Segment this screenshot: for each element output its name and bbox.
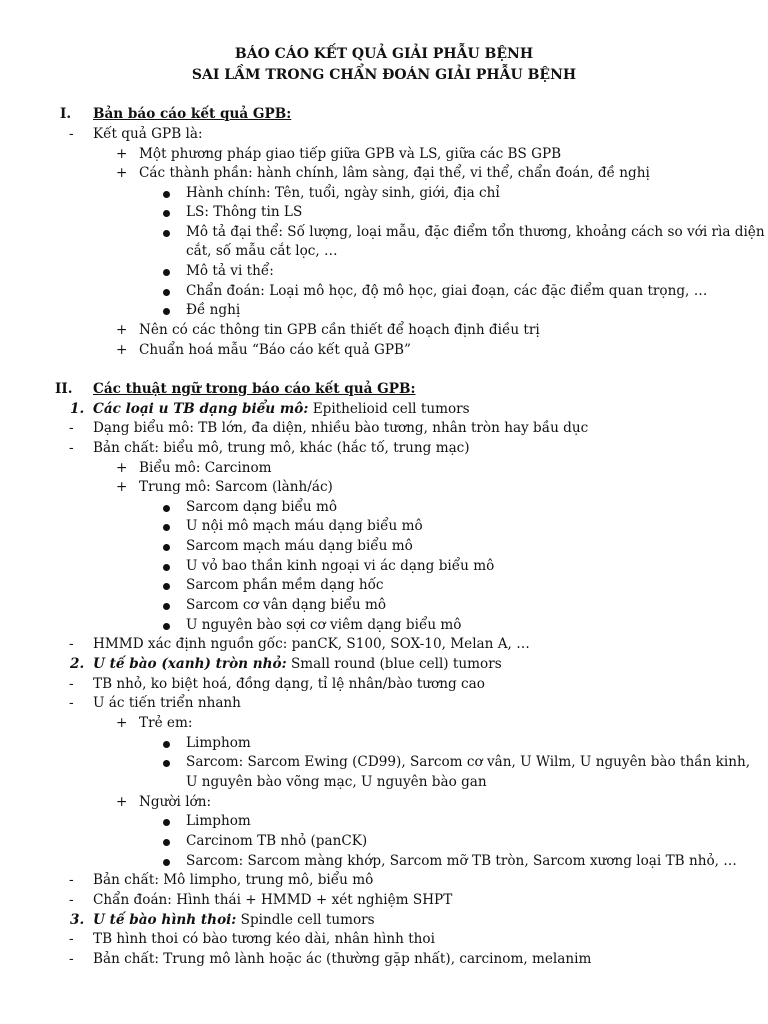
item-line: Trung mô: Sarcom (lành/ác) [139, 479, 333, 495]
bullet-dot-icon [163, 859, 170, 866]
dash-marker: - [69, 695, 74, 711]
numbered-marker: 3. [70, 912, 85, 928]
bullet-item: U nguyên bào sợi cơ viêm dạng biểu mô [163, 616, 461, 636]
bullet-item: Carcinom TB nhỏ (panCK) [163, 832, 367, 852]
item-line: Người lớn: [139, 794, 212, 810]
bullet-dot-icon [163, 564, 170, 571]
bullet-item: Đề nghị [163, 301, 240, 321]
bullet-item: Sarcom mạch máu dạng biểu mô [163, 537, 413, 557]
bullet-dot-icon [163, 191, 170, 198]
bullet-dot-icon [163, 544, 170, 551]
plus-marker: + [116, 794, 128, 810]
bullet-dot-icon [163, 524, 170, 531]
bullet-item: Limphom [163, 812, 251, 832]
bullet-item: Limphom [163, 734, 251, 754]
item-line: Trẻ em: [139, 715, 193, 731]
section-1-line-5: Chuẩn hoá mẫu “Báo cáo kết quả GPB” [139, 342, 411, 358]
section-2-marker: II. [55, 381, 73, 397]
dash-marker: - [69, 636, 74, 652]
bullet-dot-icon [163, 623, 170, 630]
dash-marker: - [69, 951, 74, 967]
dash-marker: - [69, 676, 74, 692]
plus-marker: + [116, 322, 128, 338]
numbered-heading-3: U tế bào hình thoi: Spindle cell tumors [93, 912, 375, 928]
section-2-heading: Các thuật ngữ trong báo cáo kết quả GPB: [93, 381, 416, 397]
bullet-item: Mô tả đại thể: Số lượng, loại mẫu, đặc điểm tổn thương, khoảng cách so với rìa diện [163, 223, 765, 243]
section-1-line-4: Nên có các thông tin GPB cần thiết để hoạch định điều trị [139, 322, 540, 338]
plus-marker: + [116, 460, 128, 476]
plus-marker: + [116, 165, 128, 181]
plus-marker: + [116, 146, 128, 162]
dash-marker: - [69, 931, 74, 947]
bullet-item: Sarcom: Sarcom Ewing (CD99), Sarcom cơ vân, U Wilm, U nguyên bào thần kinh, [163, 753, 750, 773]
dash-marker: - [69, 420, 74, 436]
bullet-dot-icon [163, 819, 170, 826]
item-line: Dạng biểu mô: TB lớn, đa diện, nhiều bào tương, nhân tròn hay bầu dục [93, 420, 589, 436]
bullet-item: Sarcom cơ vân dạng biểu mô [163, 596, 386, 616]
bullet-dot-icon [163, 289, 170, 296]
section-1-marker: I. [60, 106, 72, 122]
item-line: TB hình thoi có bào tương kéo dài, nhân hình thoi [93, 931, 435, 947]
bullet-dot-icon [163, 269, 170, 276]
section-1-line-2: Một phương pháp giao tiếp giữa GPB và LS, giữa các BS GPB [139, 146, 562, 162]
bullet-dot-icon [163, 760, 170, 767]
numbered-marker: 1. [70, 401, 85, 417]
bullet-item: Mô tả vi thể: [163, 262, 274, 282]
section-1-line-3: Các thành phần: hành chính, lâm sàng, đại thể, vi thể, chẩn đoán, đề nghị [139, 165, 650, 181]
bullet-item-continuation: cắt, số mẫu cắt lọc, … [186, 243, 338, 259]
bullet-item: U nội mô mạch máu dạng biểu mô [163, 517, 423, 537]
document-title-line-1: BÁO CÁO KẾT QUẢ GIẢI PHẪU BỆNH [234, 46, 534, 62]
bullet-dot-icon [163, 741, 170, 748]
bullet-dot-icon [163, 505, 170, 512]
item-line: Bản chất: biểu mô, trung mô, khác (hắc tố, trung mạc) [93, 440, 470, 456]
dash-marker: - [69, 126, 74, 142]
item-line: Chẩn đoán: Hình thái + HMMD + xét nghiệm SHPT [93, 892, 453, 908]
bullet-item: Sarcom: Sarcom màng khớp, Sarcom mỡ TB tròn, Sarcom xương loại TB nhỏ, … [163, 852, 737, 872]
numbered-heading-2: U tế bào (xanh) tròn nhỏ: Small round (blue cell) tumors [93, 656, 502, 672]
plus-marker: + [116, 479, 128, 495]
item-line: Bản chất: Trung mô lành hoặc ác (thường gặp nhất), carcinom, melanim [93, 951, 592, 967]
bullet-item-continuation: U nguyên bào võng mạc, U nguyên bào gan [186, 774, 487, 790]
numbered-heading-1: Các loại u TB dạng biểu mô: Epithelioid cell tumors [93, 401, 470, 417]
bullet-dot-icon [163, 603, 170, 610]
bullet-item: LS: Thông tin LS [163, 203, 302, 223]
bullet-dot-icon [163, 839, 170, 846]
dash-marker: - [69, 872, 74, 888]
document-title-line-2: SAI LẦM TRONG CHẨN ĐOÁN GIẢI PHẪU BỆNH [191, 67, 577, 83]
bullet-item: Hành chính: Tên, tuổi, ngày sinh, giới, địa chỉ [163, 184, 500, 204]
plus-marker: + [116, 342, 128, 358]
item-line: HMMD xác định nguồn gốc: panCK, S100, SOX-10, Melan A, … [93, 636, 530, 652]
plus-marker: + [116, 715, 128, 731]
bullet-item: U vỏ bao thần kinh ngoại vi ác dạng biểu mô [163, 557, 494, 577]
bullet-dot-icon [163, 583, 170, 590]
bullet-dot-icon [163, 308, 170, 315]
dash-marker: - [69, 892, 74, 908]
numbered-marker: 2. [70, 656, 85, 672]
bullet-item: Chẩn đoán: Loại mô học, độ mô học, giai đoạn, các đặc điểm quan trọng, … [163, 282, 707, 302]
item-line: TB nhỏ, ko biệt hoá, đồng dạng, tỉ lệ nhân/bào tương cao [93, 676, 485, 692]
bullet-item: Sarcom dạng biểu mô [163, 498, 337, 518]
section-1-heading: Bản báo cáo kết quả GPB: [93, 106, 292, 122]
bullet-dot-icon [163, 210, 170, 217]
bullet-dot-icon [163, 230, 170, 237]
section-1-line-1: Kết quả GPB là: [93, 126, 203, 142]
item-line: Bản chất: Mô limpho, trung mô, biểu mô [93, 872, 374, 888]
dash-marker: - [69, 440, 74, 456]
item-line: Biểu mô: Carcinom [139, 460, 272, 476]
item-line: U ác tiến triển nhanh [93, 695, 241, 711]
bullet-item: Sarcom phần mềm dạng hốc [163, 576, 384, 596]
